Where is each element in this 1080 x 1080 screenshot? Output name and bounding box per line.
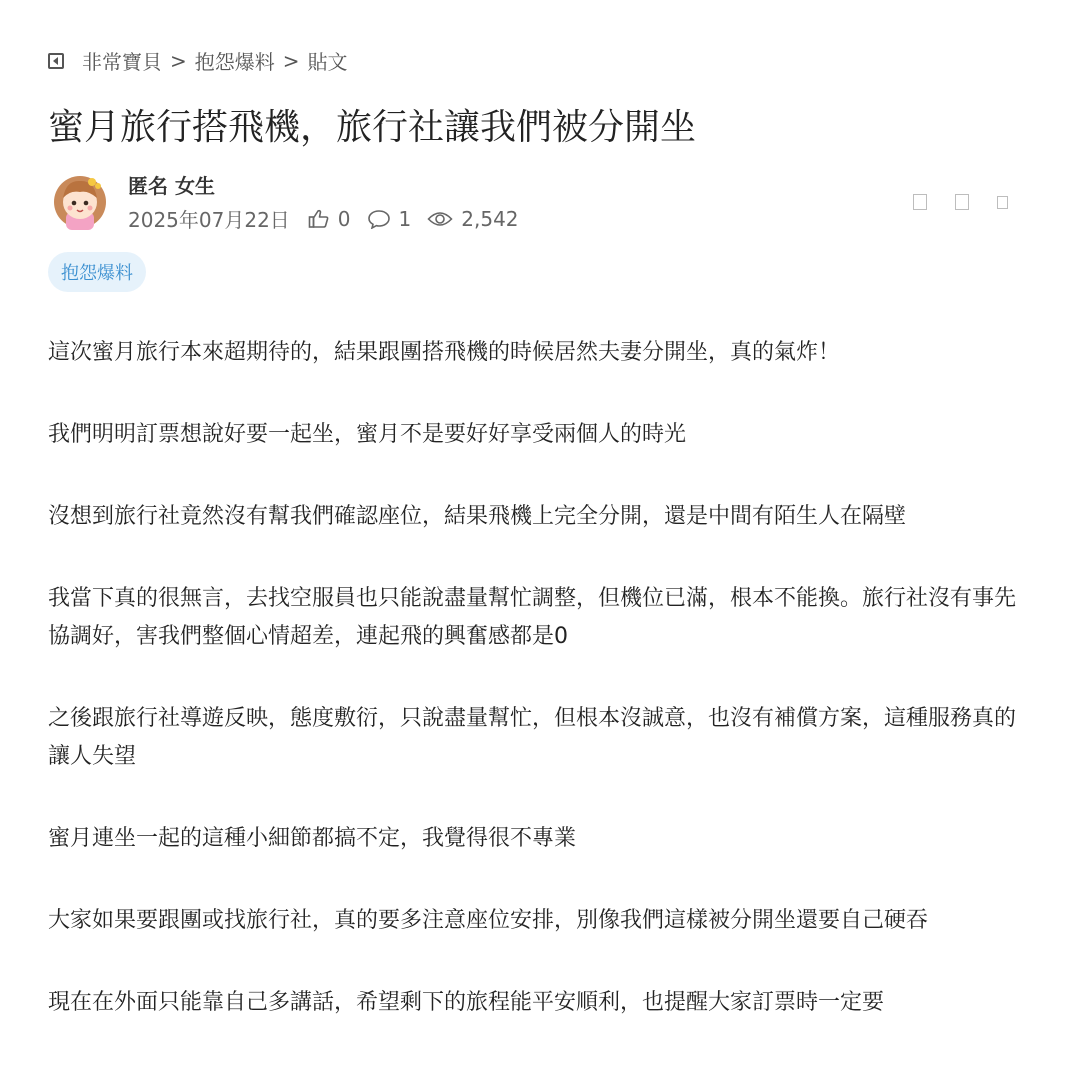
- post-paragraph: 這次蜜月旅行本來超期待的，結果跟團搭飛機的時候居然夫妻分開坐，真的氣炸！: [48, 340, 841, 365]
- view-count: 2,542: [461, 206, 519, 231]
- like-button[interactable]: [308, 207, 351, 231]
- breadcrumb-item-post: 貼文: [307, 50, 348, 74]
- post-meta: [128, 204, 535, 233]
- post-paragraph: 大家如果要跟團或找旅行社，真的要多注意座位安排，別像我們這樣被分開坐還要自己硬吞: [48, 908, 929, 933]
- avatar[interactable]: [48, 168, 112, 232]
- post-title: 蜜月旅行搭飛機，旅行社讓我們被分開坐: [48, 107, 697, 148]
- post-paragraph: 沒想到旅行社竟然沒有幫我們確認座位，結果飛機上完全分開，還是中間有陌生人在隔壁: [48, 504, 907, 529]
- post-content: [48, 334, 1023, 1066]
- more-icon[interactable]: [997, 196, 1008, 209]
- breadcrumb: [48, 46, 348, 75]
- bookmark-icon[interactable]: [913, 194, 927, 210]
- thumbs-up-icon: [308, 209, 330, 229]
- comment-icon: [367, 209, 391, 229]
- breadcrumb-separator: >: [282, 48, 300, 73]
- post-paragraph: 之後跟旅行社導遊反映，態度敷衍，只說盡量幫忙，但根本沒誠意，也沒有補償方案，這種服務真的讓人失望: [48, 706, 1017, 769]
- share-icon[interactable]: [955, 194, 969, 210]
- post-paragraph: 我當下真的很無言，去找空服員也只能說盡量幫忙調整，但機位已滿，根本不能換。旅行社沒有事先協調好，害我們整個心情超差，連起飛的興奮感都是0: [48, 586, 1017, 649]
- breadcrumb-item-home[interactable]: 非常寶貝: [82, 50, 162, 74]
- eye-icon: [427, 209, 453, 229]
- post-date: 2025年07月22日: [128, 208, 290, 232]
- comment-count: 1: [398, 206, 412, 231]
- author-row: [48, 168, 1018, 234]
- author-name[interactable]: 匿名 女生: [128, 174, 215, 198]
- like-count: 0: [337, 206, 351, 231]
- post-paragraph: 我們明明訂票想說好要一起坐，蜜月不是要好好享受兩個人的時光: [48, 422, 687, 447]
- breadcrumb-separator: >: [170, 48, 187, 73]
- view-stat: [427, 207, 518, 231]
- post-paragraph: 現在在外面只能靠自己多講話，希望剩下的旅程能平安順利，也提醒大家訂票時一定要: [48, 990, 885, 1015]
- breadcrumb-item-category[interactable]: 抱怨爆料: [194, 50, 275, 74]
- back-icon[interactable]: [48, 53, 64, 69]
- post-actions: [885, 194, 1008, 210]
- category-tag[interactable]: 抱怨爆料: [48, 252, 146, 292]
- comment-button[interactable]: [367, 207, 412, 231]
- post-paragraph: 蜜月連坐一起的這種小細節都搞不定，我覺得很不專業: [48, 826, 577, 851]
